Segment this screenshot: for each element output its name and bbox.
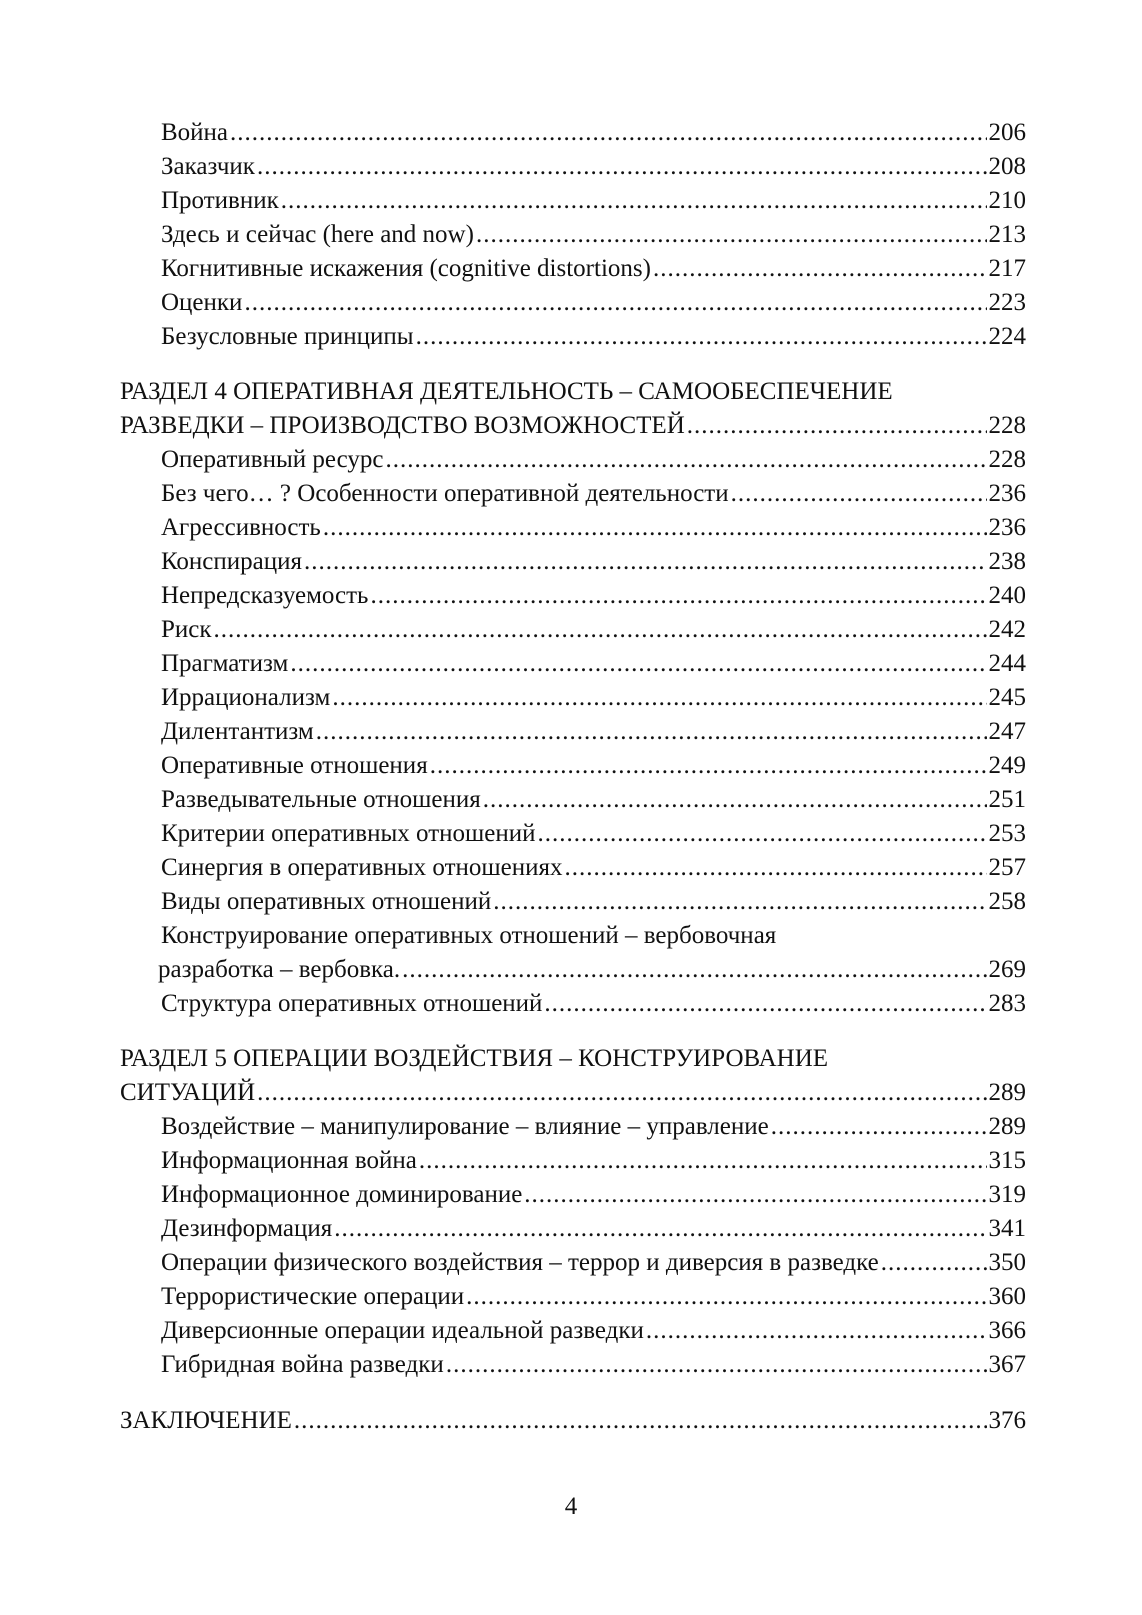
- dot-leader: [419, 1144, 987, 1178]
- dot-leader: [538, 817, 987, 851]
- toc-entry[interactable]: [120, 783, 1026, 817]
- dot-leader: [230, 116, 986, 150]
- section-heading-line[interactable]: РАЗДЕЛ 4 ОПЕРАТИВНАЯ ДЕЯТЕЛЬНОСТЬ – САМООБЕСПЕЧЕНИЕ: [120, 378, 893, 405]
- dot-leader: [476, 218, 987, 252]
- toc-entry-page: 208: [988, 153, 1026, 180]
- toc-entry-page: 236: [988, 480, 1026, 507]
- toc-entry[interactable]: [120, 116, 1026, 150]
- toc-entry-title: Диверсионные операции идеальной разведки: [161, 1317, 644, 1344]
- toc-entry-title: Безусловные принципы: [161, 323, 414, 350]
- toc-entry-title: Операции физического воздействия – террор и диверсия в разведке: [161, 1249, 879, 1276]
- toc-entry[interactable]: [120, 715, 1026, 749]
- toc-entry-page: 224: [988, 323, 1026, 350]
- toc-entry-page: 319: [988, 1181, 1026, 1208]
- toc-entry[interactable]: [120, 579, 1026, 613]
- toc-entry[interactable]: [120, 1212, 1026, 1246]
- toc-entry-title: Виды оперативных отношений: [161, 888, 492, 915]
- dot-leader: [524, 1178, 986, 1212]
- toc-entry-page: 257: [988, 854, 1026, 881]
- dot-leader: [483, 783, 987, 817]
- dot-leader: [281, 184, 987, 218]
- section-heading-title: СИТУАЦИЙ: [120, 1079, 256, 1106]
- toc-entry-page: 367: [988, 1351, 1026, 1378]
- section-heading-entry[interactable]: [120, 409, 1026, 443]
- toc-entry-title: разработка – вербовка.: [158, 956, 401, 983]
- toc-entry[interactable]: [120, 885, 1026, 919]
- dot-leader: [687, 409, 987, 443]
- toc-entry-title: Здесь и сейчас (here and now): [161, 221, 474, 248]
- toc-entry[interactable]: [120, 218, 1026, 252]
- conclusion-title: ЗАКЛЮЧЕНИЕ: [120, 1407, 292, 1434]
- toc-entry[interactable]: [120, 613, 1026, 647]
- toc-entry[interactable]: [120, 1178, 1026, 1212]
- toc-entry-page: 360: [988, 1283, 1026, 1310]
- toc-entry[interactable]: [120, 511, 1026, 545]
- section-heading-line[interactable]: РАЗДЕЛ 5 ОПЕРАЦИИ ВОЗДЕЙСТВИЯ – КОНСТРУИРОВАНИЕ: [120, 1045, 829, 1072]
- toc-entry-title: Дилентантизм: [161, 718, 314, 745]
- toc-entry-title: Противник: [161, 187, 279, 214]
- toc-entry[interactable]: [120, 477, 1026, 511]
- toc-entry-page: 210: [988, 187, 1026, 214]
- conclusion-entry[interactable]: [120, 1404, 1026, 1438]
- toc-entry-title: Информационное доминирование: [161, 1181, 523, 1208]
- toc-entry-page: 258: [988, 888, 1026, 915]
- toc-entry-title: Оценки: [161, 289, 243, 316]
- dot-leader: [430, 749, 987, 783]
- toc-entry[interactable]: [120, 987, 1026, 1021]
- toc-entry-title: Террористические операции: [161, 1283, 465, 1310]
- dot-leader: [332, 681, 986, 715]
- toc-entry-title: Критерии оперативных отношений: [161, 820, 536, 847]
- dot-leader: [731, 477, 987, 511]
- toc-entry-page: 366: [988, 1317, 1026, 1344]
- conclusion-page: 376: [988, 1407, 1026, 1434]
- toc-entry[interactable]: [120, 1110, 1026, 1144]
- dot-leader: [771, 1110, 987, 1144]
- toc-entry-title: Разведывательные отношения: [161, 786, 481, 813]
- toc-entry[interactable]: [120, 851, 1026, 885]
- dot-leader: [304, 545, 986, 579]
- toc-entry-page: 350: [988, 1249, 1026, 1276]
- dot-leader: [466, 1280, 986, 1314]
- toc-entry[interactable]: [120, 1246, 1026, 1280]
- toc-entry-title: Иррационализм: [161, 684, 331, 711]
- toc-entry-title: Риск: [161, 616, 212, 643]
- toc-entry-page: 315: [988, 1147, 1026, 1174]
- toc-entry-page: 238: [988, 548, 1026, 575]
- section-spacer: [120, 1382, 1026, 1404]
- dot-leader: [316, 715, 987, 749]
- toc-entry-title-line[interactable]: Конструирование оперативных отношений – вербовочная: [161, 922, 777, 949]
- toc-entry-page: 213: [988, 221, 1026, 248]
- toc-entry[interactable]: [120, 286, 1026, 320]
- toc-entry[interactable]: [120, 545, 1026, 579]
- toc-entry-page: 247: [988, 718, 1026, 745]
- toc-entry-title: Информационная война: [161, 1147, 417, 1174]
- toc-entry-title: Без чего… ? Особенности оперативной деятельности: [161, 480, 729, 507]
- dot-leader: [565, 851, 987, 885]
- dot-leader: [416, 320, 987, 354]
- toc-entry[interactable]: [120, 1280, 1026, 1314]
- toc-entry-title: Структура оперативных отношений: [161, 990, 543, 1017]
- toc-entry-page: 217: [988, 255, 1026, 282]
- dot-leader: [257, 150, 987, 184]
- toc-entry-title: Агрессивность: [161, 514, 321, 541]
- table-of-contents: [120, 116, 1026, 1438]
- toc-entry-page: 236: [988, 514, 1026, 541]
- toc-entry-page: 242: [988, 616, 1026, 643]
- dot-leader: [294, 1404, 987, 1438]
- dot-leader: [544, 987, 986, 1021]
- toc-entry-page: 206: [988, 119, 1026, 146]
- toc-entry-title: Прагматизм: [161, 650, 289, 677]
- toc-entry-page: 283: [988, 990, 1026, 1017]
- toc-entry-title: Воздействие – манипулирование – влияние – управление: [161, 1113, 769, 1140]
- toc-entry-title: Гибридная война разведки: [161, 1351, 444, 1378]
- toc-entry-title: Синергия в оперативных отношениях: [161, 854, 563, 881]
- toc-entry[interactable]: [120, 817, 1026, 851]
- toc-entry-title: Заказчик: [161, 153, 255, 180]
- toc-entry[interactable]: [120, 647, 1026, 681]
- dot-leader: [446, 1348, 987, 1382]
- toc-entry-page: 289: [988, 1113, 1026, 1140]
- toc-entry-title: Оперативный ресурс: [161, 446, 384, 473]
- toc-entry[interactable]: [120, 1348, 1026, 1382]
- toc-entry-title: Дезинформация: [161, 1215, 333, 1242]
- dot-leader: [653, 252, 987, 286]
- dot-leader: [370, 579, 986, 613]
- toc-entry[interactable]: [120, 681, 1026, 715]
- dot-leader: [881, 1246, 987, 1280]
- toc-entry-page: 341: [988, 1215, 1026, 1242]
- toc-entry-title: Непредсказуемость: [161, 582, 369, 609]
- toc-entry[interactable]: [120, 1144, 1026, 1178]
- section-heading-page: 289: [988, 1079, 1026, 1106]
- section-heading-page: 228: [988, 412, 1026, 439]
- dot-leader: [244, 286, 986, 320]
- dot-leader: [323, 511, 987, 545]
- toc-entry-page: 249: [988, 752, 1026, 779]
- toc-entry[interactable]: [120, 184, 1026, 218]
- toc-entry[interactable]: [120, 1314, 1026, 1348]
- dot-leader: [646, 1314, 987, 1348]
- toc-entry-page: 223: [988, 289, 1026, 316]
- toc-entry[interactable]: [120, 150, 1026, 184]
- toc-entry-title: Конспирация: [161, 548, 303, 575]
- toc-entry-page: 253: [988, 820, 1026, 847]
- dot-leader: [214, 613, 987, 647]
- toc-entry[interactable]: [120, 443, 1026, 477]
- dot-leader: [334, 1212, 986, 1246]
- toc-entry[interactable]: [120, 320, 1026, 354]
- toc-entry[interactable]: [120, 953, 1026, 987]
- page-number: 4: [564, 1493, 578, 1520]
- dot-leader: [493, 885, 986, 919]
- section-heading-entry[interactable]: [120, 1076, 1026, 1110]
- section-heading-title: РАЗВЕДКИ – ПРОИЗВОДСТВО ВОЗМОЖНОСТЕЙ: [120, 412, 685, 439]
- toc-entry-page: 244: [988, 650, 1026, 677]
- toc-entry-title: Война: [161, 119, 229, 146]
- dot-leader: [385, 443, 986, 477]
- toc-entry-page: 228: [988, 446, 1026, 473]
- toc-entry-page: 240: [988, 582, 1026, 609]
- toc-entry-page: 251: [988, 786, 1026, 813]
- dot-leader: [402, 953, 986, 987]
- toc-entry[interactable]: [120, 252, 1026, 286]
- section-spacer: [120, 1021, 1026, 1042]
- dot-leader: [290, 647, 986, 681]
- toc-entry-title: Оперативные отношения: [161, 752, 428, 779]
- section-spacer: [120, 354, 1026, 375]
- toc-entry[interactable]: [120, 749, 1026, 783]
- toc-entry-page: 269: [988, 956, 1026, 983]
- toc-entry-page: 245: [988, 684, 1026, 711]
- dot-leader: [257, 1076, 986, 1110]
- toc-entry-title: Когнитивные искажения (cognitive distortions): [161, 255, 651, 282]
